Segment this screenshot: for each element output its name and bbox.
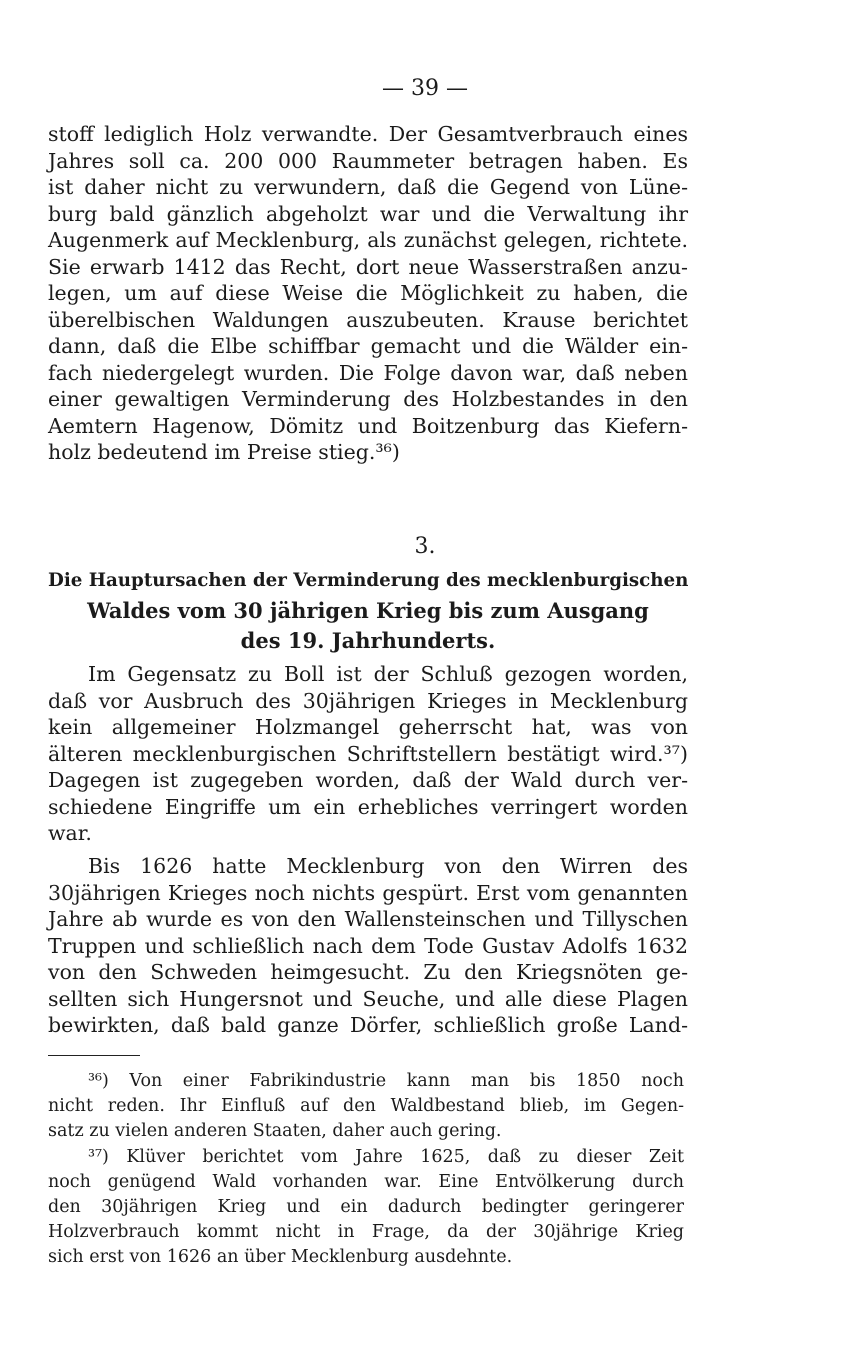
footnote-37 [48, 1145, 684, 1270]
text-line: Jahres soll ca. 200 000 Raummeter betragen haben. Es [48, 148, 688, 173]
text-line: burg bald gänzlich abgeholzt war und die Verwaltung ihr [48, 201, 688, 226]
footnote-line: sich erst von 1626 an über Mecklenburg ausdehnte. [48, 1247, 513, 1267]
text-line: daß vor Ausbruch des 30jährigen Krieges in Mecklenburg [48, 688, 688, 713]
section-number: 3. [414, 534, 436, 559]
text-line: überelbischen Waldungen auszubeuten. Krause berichtet [48, 307, 688, 332]
footnote-36 [48, 1069, 684, 1144]
footnote-line: ³⁷) Klüver berichtet vom Jahre 1625, daß zu dieser Zeit [88, 1147, 684, 1167]
text-line: Augenmerk auf Mecklenburg, als zunächst gelegen, richtete. [48, 228, 688, 252]
footnote-line: nicht reden. Ihr Einfluß auf den Waldbestand blieb, im Gegen- [48, 1096, 684, 1116]
text-line: von den Schweden heimgesucht. Zu den Kriegsnöten ge- [48, 960, 688, 984]
text-line: stoff lediglich Holz verwandte. Der Gesamtverbrauch eines [48, 122, 688, 146]
paragraph-gegensatz [48, 661, 688, 847]
text-line: älteren mecklenburgischen Schriftstellern bestätigt wird.³⁷) [48, 741, 688, 766]
text-line: schiedene Eingriffe um ein erhebliches verringert worden [48, 794, 688, 819]
text-line: bewirkten, daß bald ganze Dörfer, schließlich große Land- [48, 1013, 688, 1037]
text-line: Aemtern Hagenow, Dömitz und Boitzenburg das Kiefern- [48, 413, 688, 438]
footnote-line: satz zu vielen anderen Staaten, daher auch gering. [48, 1121, 502, 1141]
text-line: dann, daß die Elbe schiffbar gemacht und die Wälder ein- [48, 334, 688, 358]
footnote-line: den 30jährigen Krieg und ein dadurch bedingter geringerer [48, 1197, 684, 1217]
text-line: Bis 1626 hatte Mecklenburg von den Wirren des [88, 854, 688, 878]
text-line: ist daher nicht zu verwundern, daß die Gegend von Lüne- [48, 175, 688, 199]
footnote-line: ³⁶) Von einer Fabrikindustrie kann man bis 1850 noch [88, 1071, 684, 1091]
paragraph-continuation [48, 121, 688, 466]
text-line: fach niedergelegt wurden. Die Folge davon war, daß neben [48, 360, 688, 385]
text-line: Dagegen ist zugegeben worden, daß der Wald durch ver- [48, 768, 688, 792]
footnote-line: Holzverbrauch kommt nicht in Frage, da der 30jährige Krieg [48, 1222, 684, 1242]
heading-line: des 19. Jahrhunderts. [240, 628, 496, 653]
text-line: einer gewaltigen Verminderung des Holzbestandes in den [48, 387, 688, 411]
page-number: — 39 — [382, 76, 468, 101]
text-line: Jahre ab wurde es von den Wallensteinschen und Tillyschen [48, 907, 688, 931]
text-line: Truppen und schließlich nach dem Tode Gustav Adolfs 1632 [48, 933, 688, 958]
text-line: Im Gegensatz zu Boll ist der Schluß gezogen worden, [88, 662, 688, 686]
text-line: kein allgemeiner Holzmangel geherrscht hat, was von [48, 715, 688, 739]
section-heading [48, 566, 688, 656]
footnote-line: noch genügend Wald vorhanden war. Eine Entvölkerung durch [48, 1172, 684, 1192]
text-line: war. [48, 821, 92, 845]
heading-line: Die Hauptursachen der Verminderung des mecklenburgischen [48, 570, 689, 591]
heading-line: Waldes vom 30 jährigen Krieg bis zum Ausgang [87, 598, 649, 623]
text-line: holz bedeutend im Preise stieg.³⁶) [48, 440, 400, 464]
text-line: legen, um auf diese Weise die Möglichkeit zu haben, die [48, 281, 688, 305]
text-line: sellten sich Hungersnot und Seuche, und alle diese Plagen [48, 986, 688, 1011]
paragraph-bis-1626 [48, 853, 688, 1039]
text-line: 30jährigen Krieges noch nichts gespürt. Erst vom genannten [48, 880, 688, 905]
footnote-divider [48, 1055, 140, 1056]
text-line: Sie erwarb 1412 das Recht, dort neue Wasserstraßen anzu- [48, 254, 688, 279]
